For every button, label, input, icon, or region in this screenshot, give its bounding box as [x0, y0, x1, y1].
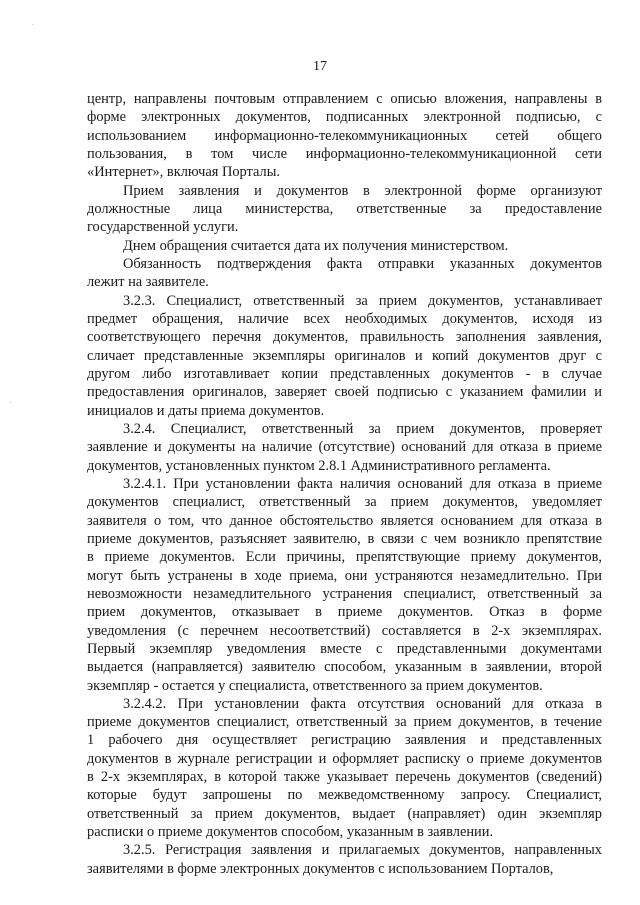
text-line: приеме документов, разъясняет заявителю, в связи с чем возникло препятствие — [87, 530, 602, 547]
text-line: форме электронных документов, подписанных электронной подписью, с — [87, 109, 602, 126]
scan-mark: · — [9, 398, 13, 409]
text-line: заявителями в форме электронных документов с использованием Порталов, — [87, 860, 554, 877]
text-line: расписки о приеме документов способом, указанным в заявлении. — [87, 824, 494, 841]
paragraph — [87, 420, 602, 475]
text-line: заявителя о том, что данное обстоятельство является основанием для отказа в — [87, 512, 602, 529]
paragraph — [87, 182, 602, 237]
paragraph — [87, 292, 602, 420]
paragraph — [87, 475, 602, 695]
text-line: «Интернет», включая Порталы. — [87, 164, 280, 181]
text-line: ответственный за прием документов, выдает (направляет) один экземпляр — [87, 805, 602, 822]
paragraph — [87, 237, 602, 255]
text-line: 3.2.4.1. При установлении факта наличия оснований для отказа в приеме — [123, 475, 602, 492]
text-line: другом либо изготавливает копии представленных документов - в случае — [87, 365, 602, 382]
paragraph — [87, 90, 602, 182]
text-line: в 2-х экземплярах, в которой также указывает перечень документов (сведений) — [87, 769, 602, 786]
text-line: 3.2.4.2. При установлении факта отсутствия оснований для отказа в — [123, 695, 602, 712]
text-line: в приеме документов. Если причины, препятствующие приему документов, — [87, 549, 602, 566]
text-line: которые будут запрошены по межведомственному запросу. Специалист, — [87, 787, 602, 804]
text-line: государственной услуги. — [87, 219, 239, 236]
text-line: 3.2.3. Специалист, ответственный за прием документов, устанавливает — [123, 292, 602, 309]
text-line: выдается (направляется) заявителю способом, указанным в заявлении, второй — [87, 659, 602, 676]
text-line: заявление и документы на наличие (отсутствие) оснований для отказа в приеме — [87, 439, 602, 456]
document-body — [87, 90, 602, 878]
text-line: 3.2.5. Регистрация заявления и прилагаемых документов, направленных — [123, 842, 602, 859]
text-line: предмет обращения, наличие всех необходимых документов, исходя из — [87, 310, 602, 327]
text-line: Днем обращения считается дата их получения министерством. — [123, 237, 509, 254]
text-line: экземпляр - остается у специалиста, ответственного за прием документов. — [87, 677, 543, 694]
text-line: сличает представленные экземпляры оригиналов и копий документов друг с — [87, 347, 602, 364]
text-line: 1 рабочего дня осуществляет регистрацию заявления и представленных — [87, 732, 602, 749]
text-line: соответствующего перечня документов, правильность заполнения заявления, — [87, 329, 602, 346]
text-line: документов, установленных пунктом 2.8.1 Административного регламента. — [87, 457, 551, 474]
text-line: Обязанность подтверждения факта отправки указанных документов — [123, 255, 602, 272]
text-line: документов в журнале регистрации и оформляет расписку о приеме документов — [87, 750, 602, 767]
text-line: пользования, в том числе информационно-телекоммуникационной сети — [87, 145, 602, 162]
page-number: 17 — [313, 59, 327, 74]
text-line: документов специалист, ответственный за прием документов, уведомляет — [87, 494, 602, 511]
paragraph — [87, 695, 602, 842]
text-line: прием документов, отказывает в приеме документов. Отказ в форме — [87, 604, 602, 621]
text-line: могут быть устранены в ходе приема, они устраняются незамедлительно. При — [87, 567, 602, 584]
text-line: предоставления оригиналов, заверяет своей подписью с указанием фамилии и — [87, 384, 602, 401]
text-line: Первый экземпляр уведомления вместе с представленными документами — [87, 640, 602, 657]
paragraph — [87, 255, 602, 292]
text-line: лежит на заявителе. — [87, 274, 209, 291]
paragraph — [87, 841, 602, 878]
text-line: приеме документов специалист, ответственный за прием документов, в течение — [87, 714, 602, 731]
text-line: 3.2.4. Специалист, ответственный за прием документов, проверяет — [123, 420, 602, 437]
scan-mark: · — [31, 20, 35, 31]
text-line: инициалов и даты приема документов. — [87, 402, 325, 419]
text-line: центр, направлены почтовым отправлением с описью вложения, направлены в — [87, 91, 602, 107]
text-line: уведомления (с перечнем несоответствий) составляется в 2-х экземплярах. — [87, 622, 602, 639]
text-line: должностные лица министерства, ответственные за предоставление — [87, 200, 602, 217]
text-line: Прием заявления и документов в электронной форме организуют — [123, 182, 602, 199]
text-line: невозможности незамедлительного устранения специалист, ответственный за — [87, 585, 602, 602]
text-line: использованием информационно-телекоммуникационных сетей общего — [87, 127, 602, 144]
